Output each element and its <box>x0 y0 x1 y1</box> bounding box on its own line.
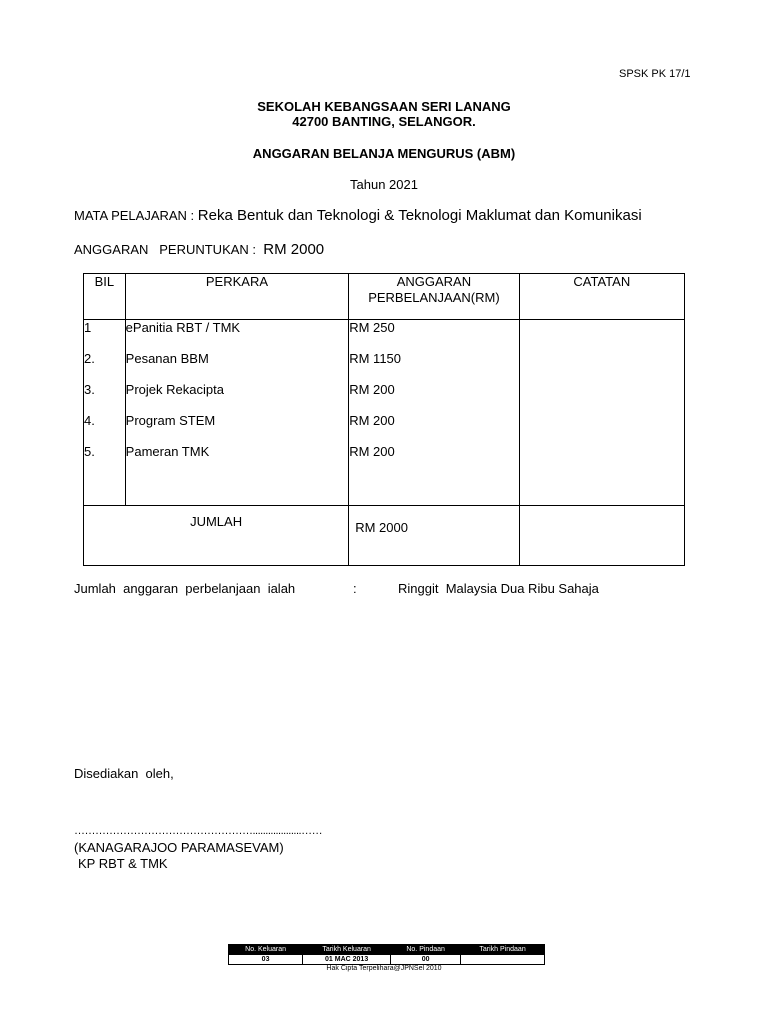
bil-column <box>84 320 126 506</box>
row-amount: RM 200 <box>349 382 395 397</box>
control-value-tarikh-keluaran: 01 MAC 2013 <box>303 955 391 965</box>
control-header-no-pindaan: No. Pindaan <box>391 945 461 955</box>
control-value-tarikh-pindaan <box>461 955 545 965</box>
total-catatan <box>519 506 684 566</box>
budget-table-header <box>84 274 685 320</box>
row-item: Program STEM <box>125 413 216 428</box>
header-anggaran-line2: PERBELANJAAN(RM) <box>368 290 500 305</box>
control-header-row <box>229 945 545 955</box>
header-catatan-text: CATATAN <box>573 274 631 289</box>
row-item: Projek Rekacipta <box>125 382 224 397</box>
amount-column <box>349 320 519 506</box>
control-header-tarikh-pindaan: Tarikh Pindaan <box>461 945 545 955</box>
summary-label: Jumlah anggaran perbelanjaan ialah <box>74 581 296 596</box>
row-item: Pesanan BBM <box>125 351 209 366</box>
header-anggaran <box>349 274 519 320</box>
allocation-separator: : <box>248 242 264 257</box>
header-bil-text: BIL <box>94 274 115 289</box>
catatan-column <box>519 320 684 506</box>
perkara-column <box>125 320 349 506</box>
subject-line <box>74 207 642 224</box>
control-value-no-keluaran: 03 <box>229 955 303 965</box>
copyright-notice: Hak Cipta Terpelihara@JPNSel 2010 <box>326 965 442 972</box>
control-value-row <box>229 955 545 965</box>
row-bil: 5. <box>84 444 95 459</box>
allocation-value: RM 2000 <box>263 241 325 258</box>
total-label: JUMLAH <box>84 506 349 566</box>
school-address: 42700 BANTING, SELANGOR. <box>292 114 476 129</box>
row-amount: RM 250 <box>349 320 395 335</box>
summary-value: Ringgit Malaysia Dua Ribu Sahaja <box>398 581 599 596</box>
header-catatan <box>519 274 684 320</box>
row-item: ePanitia RBT / TMK <box>125 320 241 335</box>
school-name: SEKOLAH KEBANGSAAN SERI LANANG <box>257 99 511 114</box>
header-bil <box>84 274 126 320</box>
summary-separator: : <box>353 581 357 596</box>
allocation-line <box>74 241 324 258</box>
budget-table-total <box>84 506 685 566</box>
allocation-label: ANGGARAN PERUNTUKAN <box>74 242 249 257</box>
header-perkara-text: PERKARA <box>205 274 269 289</box>
subject-label: MATA PELAJARAN <box>74 208 187 223</box>
row-amount: RM 200 <box>349 444 395 459</box>
header-anggaran-line1: ANGGARAN <box>396 274 472 289</box>
row-amount: RM 1150 <box>349 351 402 366</box>
row-bil: 2. <box>84 351 95 366</box>
subject-separator: : <box>186 208 198 223</box>
control-value-no-pindaan: 00 <box>391 955 461 965</box>
row-item: Pameran TMK <box>125 444 210 459</box>
budget-table-body <box>84 320 685 506</box>
row-bil: 1 <box>84 320 92 335</box>
document-control-table <box>228 944 545 965</box>
signature-line: ……………………………………………...................…… <box>74 825 323 837</box>
signer-role: KP RBT & TMK <box>78 856 168 871</box>
row-bil: 4. <box>84 413 95 428</box>
budget-table <box>83 273 685 566</box>
row-amount: RM 200 <box>349 413 395 428</box>
control-header-tarikh-keluaran: Tarikh Keluaran <box>303 945 391 955</box>
row-bil: 3. <box>84 382 95 397</box>
prepared-by-label: Disediakan oleh, <box>74 766 174 781</box>
header-perkara <box>125 274 349 320</box>
total-value: RM 2000 <box>349 506 519 566</box>
subject-value: Reka Bentuk dan Teknologi & Teknologi Maklumat dan Komunikasi <box>197 207 642 224</box>
document-code: SPSK PK 17/1 <box>619 68 691 80</box>
document-title: ANGGARAN BELANJA MENGURUS (ABM) <box>252 146 516 161</box>
document-year: Tahun 2021 <box>350 177 418 192</box>
control-header-no-keluaran: No. Keluaran <box>229 945 303 955</box>
signer-name: (KANAGARAJOO PARAMASEVAM) <box>74 840 284 855</box>
